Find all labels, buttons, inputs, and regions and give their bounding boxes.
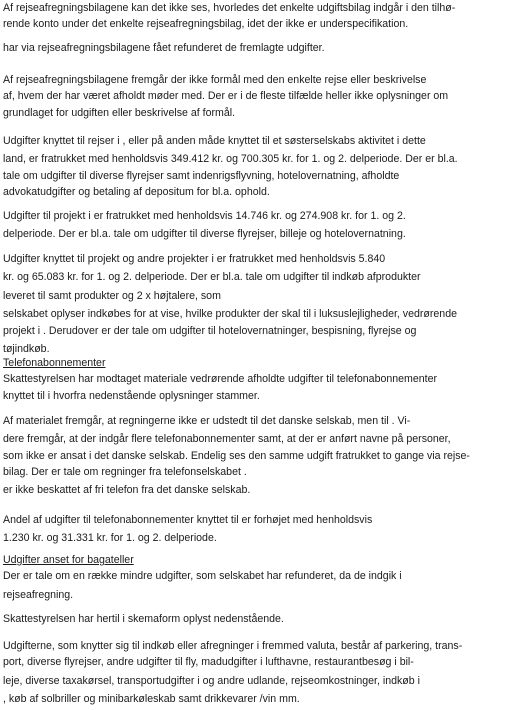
text-line: Af rejseafregningsbilagene kan det ikke ses, hvorledes det enkelte udgiftsbilag indgår i den tilhø-	[3, 2, 456, 14]
text-segment: . Derudover er der tale om udgifter til hotelovernatninger, bespisning, flyrejse og	[43, 324, 417, 337]
text-line: advokatudgifter og betaling af depositum for bl.a. ophold.	[3, 186, 270, 199]
text-segment: produkter	[375, 271, 421, 284]
text-line	[3, 323, 503, 341]
text-line	[3, 251, 503, 269]
text-line: grundlaget for udgiften eller beskrivelse af formål.	[3, 106, 236, 119]
text-line	[3, 208, 503, 226]
text-segment: Af materialet fremgår, at regningerne ikke er udstedt til det danske selskab, men til	[3, 415, 389, 427]
text-segment: hvorfra nedenstående oplysninger stammer.	[53, 389, 260, 402]
paragraph-3	[3, 72, 503, 121]
text-segment: knyttet til	[3, 389, 45, 402]
paragraph-9	[3, 482, 503, 500]
text-segment: . Vi-	[391, 415, 411, 427]
text-segment: kr. og 65.083 kr. for 1. og 2. delperiode. Der er bl.a. tale om udgifter til indkøb af	[3, 271, 376, 284]
text-line: Af rejseafregningsbilagene fremgår der ikke formål med den enkelte rejse eller beskrivelse	[3, 74, 427, 86]
text-segment: i	[47, 389, 51, 402]
text-segment: bil-	[399, 656, 414, 669]
paragraph-5	[3, 208, 503, 243]
text-line	[3, 464, 503, 482]
text-line	[3, 512, 503, 530]
paragraph-12	[3, 611, 503, 627]
text-line: rende konto under det enkelte rejseafregningsbilag, idet der ikke er underspecifikation.	[3, 18, 409, 31]
text-segment: er fratrukket med henholdsvis 14.746 kr. og 274.908 kr. for 1. og 2.	[93, 210, 406, 222]
text-segment: er ikke beskattet af fri telefon fra det danske selskab.	[3, 484, 251, 496]
text-line: rejseafregning.	[3, 588, 74, 601]
paragraph-4	[3, 133, 503, 201]
text-segment: har via rejseafregningsbilagene fået refunderet de fremlagte udgifter.	[3, 42, 325, 54]
text-line: delperiode. Der er bl.a. tale om udgifter til diverse flyrejser, billeje og hotelovernatning.	[3, 228, 406, 241]
text-line	[3, 413, 503, 431]
text-line	[3, 691, 503, 709]
text-line	[3, 673, 503, 691]
section-bagateller	[3, 552, 503, 603]
text-segment: er fratrukket med henholdsvis 5.840	[216, 253, 386, 265]
paragraph-2	[3, 40, 503, 58]
text-line: dere fremgår, at der indgår flere telefonabonnementer samt, at der er anført navne på personer,	[3, 433, 451, 446]
text-line	[3, 133, 503, 151]
text-line	[3, 568, 503, 586]
section-heading: Telefonabonnementer	[3, 357, 106, 369]
section-telefon	[3, 355, 503, 406]
paragraph-10	[3, 512, 503, 547]
text-segment: .	[243, 466, 247, 479]
section-heading: Udgifter anset for bagateller	[3, 554, 134, 566]
text-segment: projekt i	[3, 324, 41, 337]
text-segment: samt	[48, 289, 72, 302]
text-segment: produkter og 2 x	[74, 289, 151, 302]
text-line: selskabet oplyser indkøbes for at vise, hvilke produkter der skal til i luksuslejligheder, vedrørende	[3, 308, 457, 321]
paragraph-1	[3, 0, 503, 33]
text-segment: Udgifter knyttet til projekt	[3, 253, 120, 265]
text-segment: port, diverse flyrejser, andre udgifter til fly, madudgifter i lufthavne, restaurantbesøg i	[3, 656, 397, 669]
text-line: som ikke er ansat i det danske selskab. Endelig ses den samme udgift fratrukket to gange via rejse-	[3, 449, 470, 462]
text-segment: Udgifter til projekt i	[3, 210, 91, 222]
text-line: land, er fratrukket med henholdsvis 349.412 kr. og 700.305 kr. for 1. og 2. delperiode. Der er bl.a.	[3, 153, 458, 166]
text-segment: leveret til	[3, 289, 46, 302]
text-segment: leje, diverse taxakørsel, transportudgifter i	[3, 674, 200, 687]
text-segment: , køb af solbriller og minibarkøleskab samt drikkevarer /vin mm.	[3, 693, 300, 706]
text-segment: Andel af udgifter til telefonabonnementer knyttet til	[3, 514, 239, 526]
text-line	[3, 388, 503, 406]
text-line: 1.230 kr. og 31.331 kr. for 1. og 2. delperiode.	[3, 532, 217, 545]
text-line	[3, 269, 503, 287]
text-line: tøjindkøb.	[3, 343, 50, 356]
text-line: tale om udgifter til diverse flyrejser samt indenrigsflyvning, hotelovernatning, afholdte	[3, 169, 400, 182]
text-line: af, hvem der har været afholdt møder med. Der er i de fleste tilfælde heller ikke oplysninger om	[3, 90, 449, 103]
paragraph-8	[3, 413, 503, 483]
text-segment: Der er tale om en række mindre udgifter, som selskabet har refunderet, da de indgik i	[3, 570, 402, 583]
text-line: Skattestyrelsen har hertil i skemaform oplyst nedenstående.	[3, 613, 284, 625]
text-segment: højtalere, som	[153, 289, 221, 302]
text-line	[3, 288, 503, 306]
text-segment: , eller på anden måde knyttet til et søsterselskabs aktivitet i dette	[122, 135, 426, 147]
text-line: Udgifterne, som knytter sig til indkøb eller afregninger i fremmed valuta, består af parkering, trans-	[3, 640, 463, 652]
text-segment: bilag. Der er tale om regninger fra telefonselskabet	[3, 466, 241, 479]
paragraph-6	[3, 251, 503, 357]
text-segment: og andre projekter i	[122, 253, 214, 265]
text-segment: er forhøjet med henholdsvis	[241, 514, 373, 526]
text-segment: og andre udlande, rejseomkostninger, indkøb i	[202, 674, 420, 687]
text-line	[3, 654, 503, 672]
paragraph-13	[3, 638, 503, 710]
text-line: Skattestyrelsen har modtaget materiale vedrørende afholdte udgifter til telefonabonnementer	[3, 373, 438, 386]
text-segment: Udgifter knyttet til rejser i	[3, 135, 120, 147]
